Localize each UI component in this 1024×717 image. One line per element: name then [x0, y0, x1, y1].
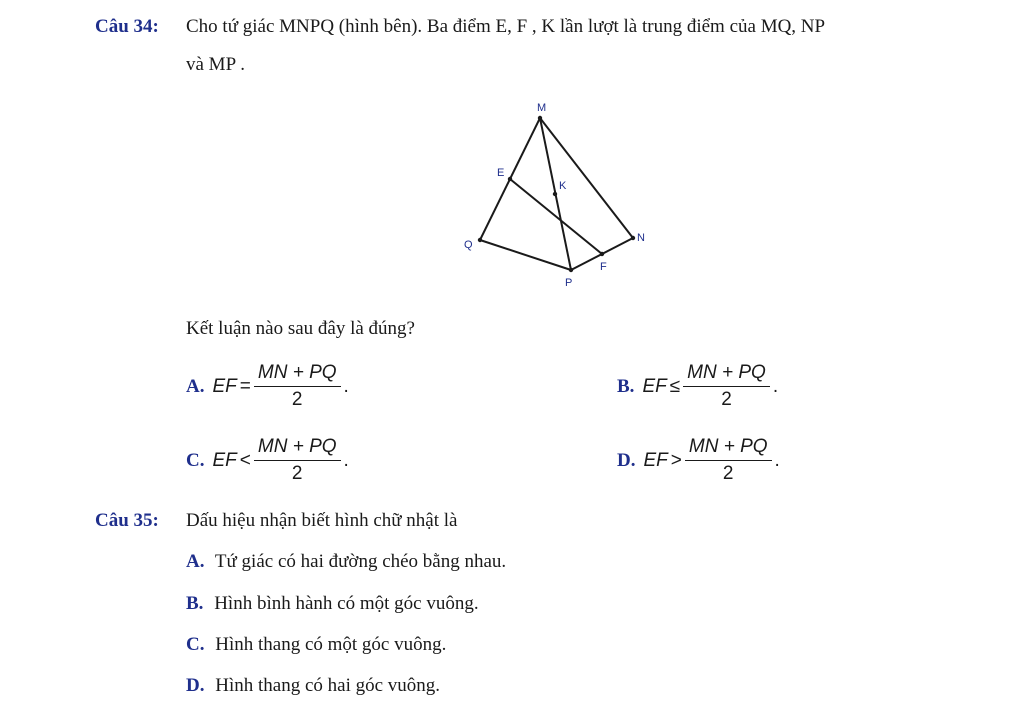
q35-option-b[interactable] — [186, 593, 479, 615]
option-fraction: $\frac{MN + PQ}{2}$ — [683, 362, 770, 411]
point-label-n: N — [637, 232, 645, 244]
segment-ef — [510, 179, 602, 254]
q35-option-c[interactable] — [186, 634, 446, 656]
option-operator: ≤ — [669, 375, 681, 397]
q34-line2: và MP . — [186, 54, 245, 75]
option-letter: D. — [617, 449, 636, 471]
q34-prompt: Kết luận nào sau đây là đúng? — [186, 318, 415, 339]
option-lhs: EF — [643, 449, 668, 471]
point-label-q: Q — [464, 239, 473, 251]
point-label-k: K — [559, 180, 567, 192]
q35-option-a[interactable] — [186, 551, 506, 573]
point-label-e: E — [497, 167, 505, 179]
option-operator: > — [670, 449, 682, 471]
option-fraction: $\frac{MN + PQ}{2}$ — [254, 362, 341, 411]
q34-line1: Cho tứ giác MNPQ (hình bên). Ba điểm E, F , K lần lượt là trung điểm của MQ, NP — [186, 16, 826, 37]
option-letter: C. — [186, 449, 205, 471]
quadrilateral-figure — [455, 98, 675, 293]
point-label-p: P — [565, 277, 573, 289]
option-fraction: $\frac{MN + PQ}{2}$ — [685, 436, 772, 485]
q35-prompt: Dấu hiệu nhận biết hình chữ nhật là — [186, 510, 458, 531]
option-operator: < — [239, 449, 251, 471]
option-lhs: EF — [212, 449, 237, 471]
segment-pq — [480, 240, 571, 270]
point-label-m: M — [537, 102, 547, 114]
option-lhs: EF — [212, 375, 237, 397]
option-text: Tứ giác có hai đường chéo bằng nhau. — [214, 551, 507, 572]
option-letter: C. — [186, 634, 205, 655]
option-fraction: $\frac{MN + PQ}{2}$ — [254, 436, 341, 485]
option-letter: B. — [186, 593, 204, 614]
point-label-f: F — [600, 261, 607, 273]
segment-mn — [540, 118, 633, 238]
option-text: Hình thang có một góc vuông. — [215, 634, 447, 655]
option-letter: A. — [186, 375, 205, 397]
q34-option-d[interactable]: D. EF > $\frac{MN + PQ}{2}$ . — [617, 436, 780, 484]
option-lhs: EF — [642, 375, 667, 397]
q35-label: Câu 35: — [95, 510, 159, 531]
option-text: Hình thang có hai góc vuông. — [215, 675, 441, 696]
option-operator: = — [239, 375, 251, 397]
option-letter: D. — [186, 675, 205, 696]
option-letter: A. — [186, 551, 205, 572]
q34-option-b[interactable]: B. EF ≤ $\frac{MN + PQ}{2}$ . — [617, 362, 779, 410]
q34-option-a[interactable]: A. EF = $\frac{MN + PQ}{2}$ . — [186, 362, 349, 410]
option-letter: B. — [617, 375, 635, 397]
q35-option-d[interactable] — [186, 675, 440, 697]
q34-option-c[interactable]: C. EF < $\frac{MN + PQ}{2}$ . — [186, 436, 349, 484]
q34-label: Câu 34: — [95, 16, 159, 37]
option-text: Hình bình hành có một góc vuông. — [214, 593, 479, 614]
